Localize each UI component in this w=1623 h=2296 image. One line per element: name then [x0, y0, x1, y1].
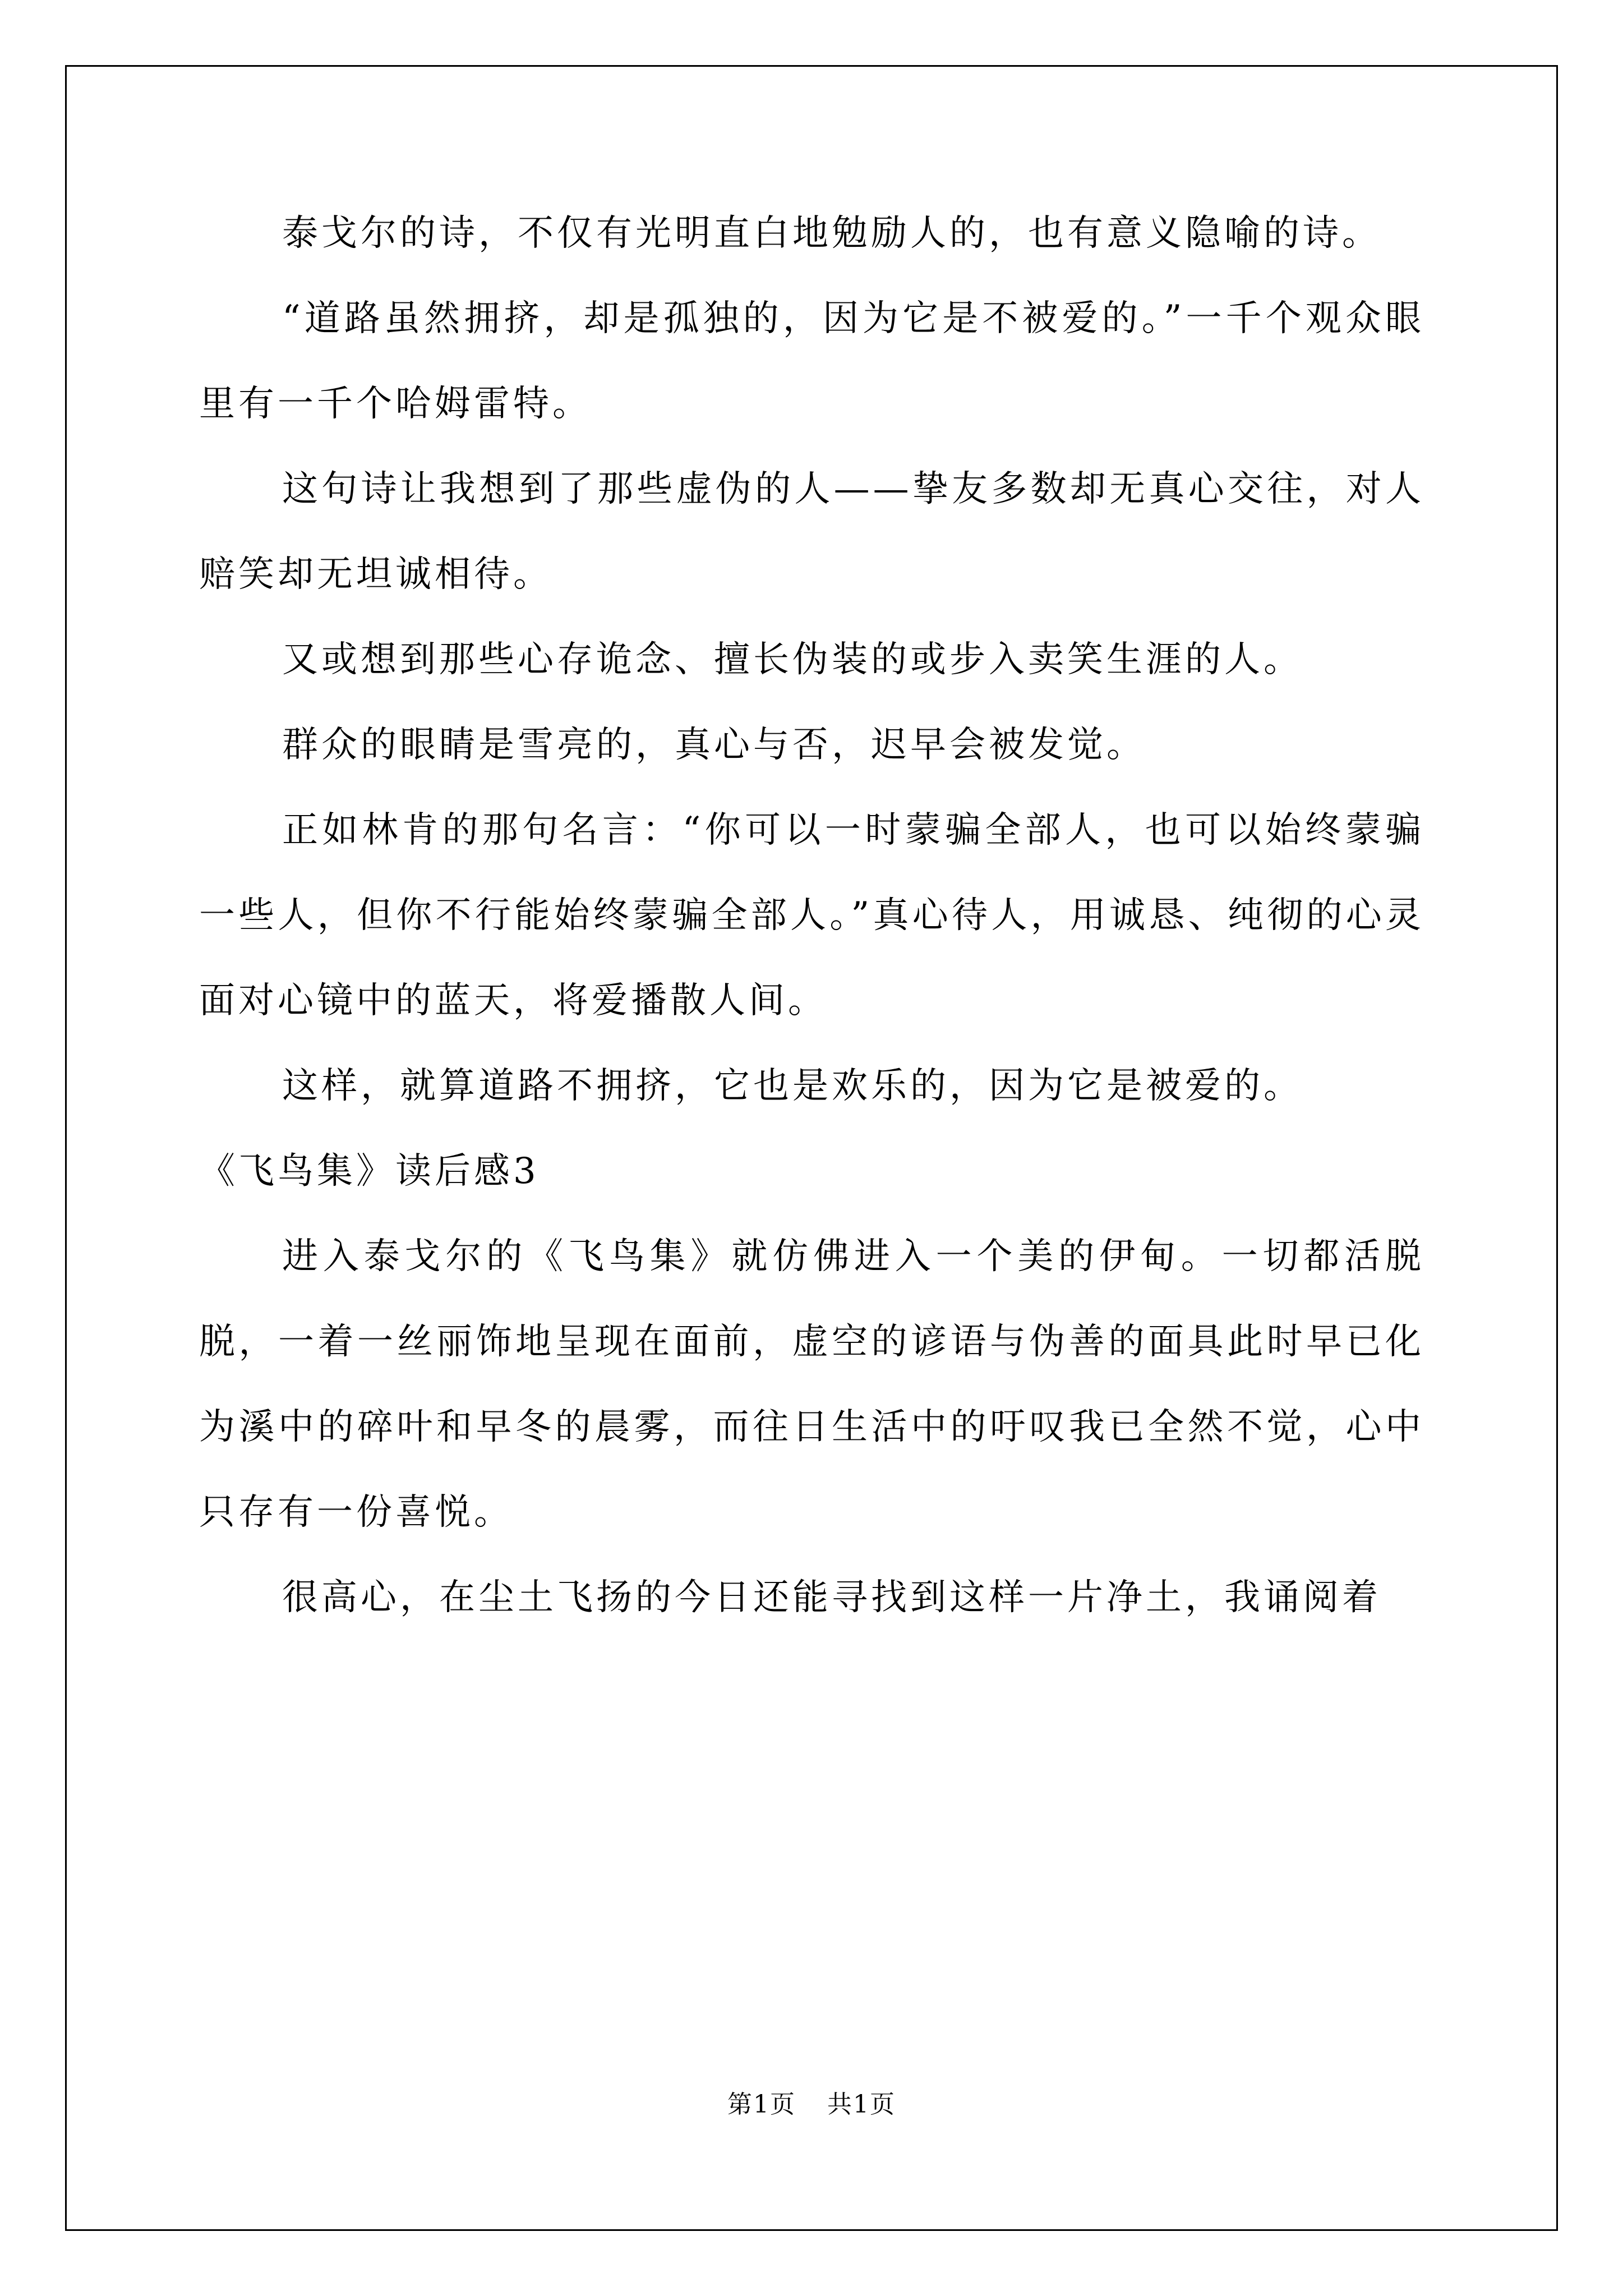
document-body [199, 191, 1424, 1640]
paragraph: 泰戈尔的诗，不仅有光明直白地勉励人的，也有意义隐喻的诗。 [282, 213, 1381, 254]
paragraph: 这样，就算道路不拥挤，它也是欢乐的，因为它是被爱的。 [282, 1065, 1303, 1107]
paragraph: 很高心，在尘土飞扬的今日还能寻找到这样一片净土，我诵阅着 [282, 1577, 1381, 1618]
page-footer [0, 2088, 1623, 2122]
paragraph: 正如林肯的那句名言：“你可以一时蒙骗全部人，也可以始终蒙骗一些人，但你不行能始终蒙骗全部人。”真心待人，用诚恳、纯彻的心灵面对心镜中的蓝天，将爱播散人间。 [199, 809, 1424, 1022]
paragraph: 进入泰戈尔的《飞鸟集》就仿佛进入一个美的伊甸。一切都活脱脱，一着一丝丽饰地呈现在面前，虚空的谚语与伪善的面具此时早已化为溪中的碎叶和早冬的晨雾，而往日生活中的吁叹我已全然不觉，心中只存有一份喜悦。 [199, 1236, 1424, 1533]
section-heading: 《飞鸟集》读后感3 [199, 1151, 540, 1192]
paragraph: 这句诗让我想到了那些虚伪的人——挚友多数却无真心交往，对人赔笑却无坦诚相待。 [199, 468, 1424, 595]
page-number: 第1页 [727, 2090, 796, 2119]
paragraph: 群众的眼睛是雪亮的，真心与否，迟早会被发觉。 [282, 724, 1146, 766]
paragraph: 又或想到那些心存诡念、擅长伪装的或步入卖笑生涯的人。 [282, 639, 1303, 680]
page-total: 共1页 [827, 2090, 896, 2119]
paragraph: “道路虽然拥挤，却是孤独的，因为它是不被爱的。”一千个观众眼里有一千个哈姆雷特。 [199, 298, 1424, 425]
